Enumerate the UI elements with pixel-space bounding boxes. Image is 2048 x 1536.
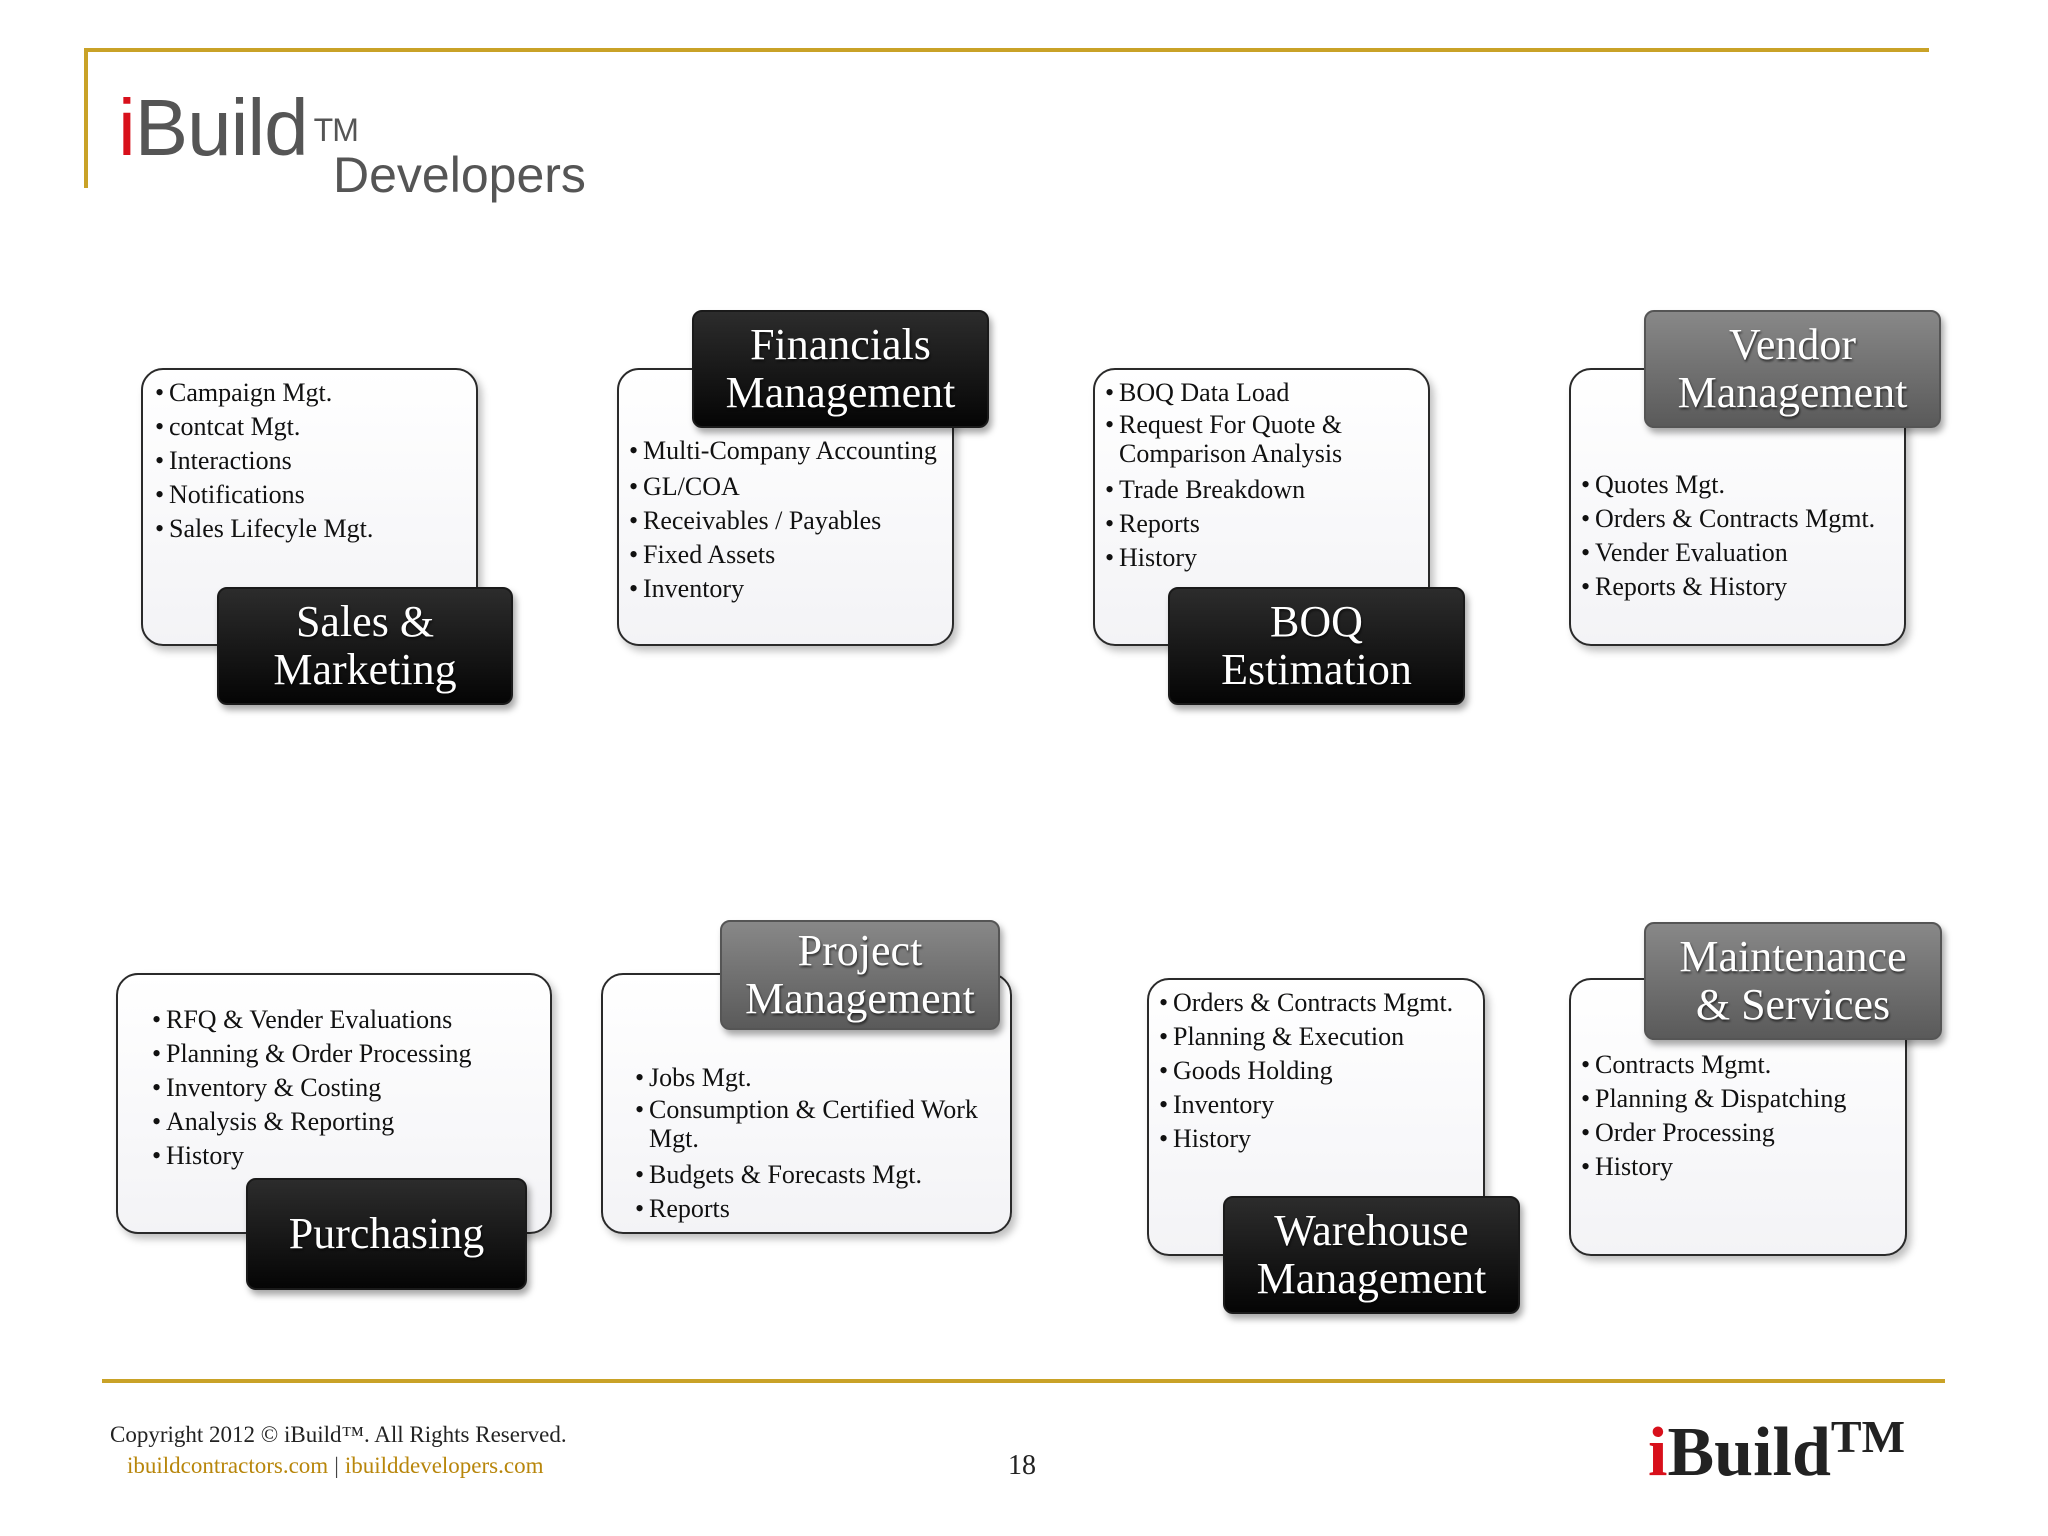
maintenance-title bbox=[1644, 922, 1942, 1040]
list-item: • GL/COA bbox=[629, 470, 944, 504]
sales-marketing-list bbox=[155, 376, 470, 546]
list-item: • Reports & History bbox=[1581, 570, 1901, 604]
list-item: • Orders & Contracts Mgmt. bbox=[1581, 502, 1901, 536]
footer-links bbox=[127, 1453, 543, 1479]
title-line: Warehouse bbox=[1274, 1206, 1469, 1255]
list-item: • Vender Evaluation bbox=[1581, 536, 1901, 570]
title-line: Project bbox=[797, 926, 923, 975]
list-item: • Budgets & Forecasts Mgt. bbox=[635, 1158, 1005, 1192]
purchasing-list bbox=[152, 1003, 542, 1173]
logo-trademark: TM bbox=[313, 112, 358, 148]
title-line: Maintenance bbox=[1679, 932, 1907, 981]
list-item: • Notifications bbox=[155, 478, 470, 512]
list-item: • Planning & Dispatching bbox=[1581, 1082, 1901, 1116]
link-separator: | bbox=[334, 1453, 339, 1478]
list-item: • Interactions bbox=[155, 444, 470, 478]
list-item: • Inventory bbox=[629, 572, 944, 606]
financials-title bbox=[692, 310, 989, 428]
list-item: • Consumption & Certified Work Mgt. bbox=[635, 1095, 1005, 1153]
list-item: • Analysis & Reporting bbox=[152, 1105, 542, 1139]
title-line: Management bbox=[725, 368, 956, 417]
boq-title bbox=[1168, 587, 1465, 705]
link-ibuilddevelopers[interactable]: ibuilddevelopers.com bbox=[344, 1453, 544, 1478]
list-item: • History bbox=[152, 1139, 542, 1173]
vendor-title bbox=[1644, 310, 1941, 428]
list-item: • Goods Holding bbox=[1159, 1054, 1479, 1088]
list-item: • contcat Mgt. bbox=[155, 410, 470, 444]
list-item: • Inventory & Costing bbox=[152, 1071, 542, 1105]
list-item: • Planning & Order Processing bbox=[152, 1037, 542, 1071]
title-line: & Services bbox=[1695, 980, 1891, 1029]
title-line: Estimation bbox=[1221, 645, 1412, 694]
logo-text: Build bbox=[134, 83, 308, 172]
boq-list bbox=[1105, 376, 1420, 575]
list-item: • Sales Lifecyle Mgt. bbox=[155, 512, 470, 546]
list-item: • Multi-Company Accounting bbox=[629, 436, 944, 465]
title-line: Sales & bbox=[295, 597, 435, 646]
title-line: Management bbox=[1256, 1254, 1487, 1303]
brand-trademark: TM bbox=[1830, 1411, 1906, 1462]
header-left-rule bbox=[84, 48, 88, 188]
list-item: • Reports bbox=[635, 1192, 1005, 1226]
purchasing-title bbox=[246, 1178, 527, 1290]
list-item: • BOQ Data Load bbox=[1105, 376, 1420, 410]
list-item: • Planning & Execution bbox=[1159, 1020, 1479, 1054]
title-line: Management bbox=[1677, 368, 1908, 417]
sales-marketing-title bbox=[217, 587, 513, 705]
warehouse-list bbox=[1159, 986, 1479, 1156]
copyright-text: Copyright 2012 © iBuild™. All Rights Reserved. bbox=[110, 1422, 567, 1447]
page-subtitle: Developers bbox=[333, 147, 586, 203]
list-item: • Orders & Contracts Mgmt. bbox=[1159, 986, 1479, 1020]
title-line: Marketing bbox=[273, 645, 457, 694]
list-item: • Receivables / Payables bbox=[629, 504, 944, 538]
list-item: • Quotes Mgt. bbox=[1581, 468, 1901, 502]
project-title bbox=[720, 920, 1000, 1030]
brand-i: i bbox=[1648, 1414, 1668, 1491]
financials-list bbox=[629, 436, 944, 606]
list-item: • History bbox=[1105, 541, 1420, 575]
list-item: • Jobs Mgt. bbox=[635, 1061, 1005, 1095]
list-item: • History bbox=[1581, 1150, 1901, 1184]
list-item: • Inventory bbox=[1159, 1088, 1479, 1122]
list-item: • Order Processing bbox=[1581, 1116, 1901, 1150]
footer-brand-logo bbox=[1648, 1411, 1906, 1491]
page-number: 18 bbox=[1008, 1450, 1036, 1481]
title-line: Financials bbox=[750, 320, 931, 369]
list-item: • Campaign Mgt. bbox=[155, 376, 470, 410]
title-line: Management bbox=[745, 974, 975, 1023]
list-item: • Contracts Mgmt. bbox=[1581, 1048, 1901, 1082]
list-item: • Reports bbox=[1105, 507, 1420, 541]
header-top-rule bbox=[84, 48, 1929, 52]
title-line: Vendor bbox=[1728, 320, 1857, 369]
list-item: • Request For Quote & Comparison Analysis bbox=[1105, 410, 1420, 468]
brand-text: Build bbox=[1667, 1414, 1831, 1491]
list-item: • History bbox=[1159, 1122, 1479, 1156]
title-line: Purchasing bbox=[288, 1209, 485, 1258]
link-ibuildcontractors[interactable]: ibuildcontractors.com bbox=[127, 1453, 329, 1478]
project-list bbox=[635, 1061, 1005, 1226]
list-item: • Fixed Assets bbox=[629, 538, 944, 572]
warehouse-title bbox=[1223, 1196, 1520, 1314]
title-line: BOQ bbox=[1270, 597, 1363, 646]
ibuild-logo bbox=[118, 83, 358, 172]
list-item: • RFQ & Vender Evaluations bbox=[152, 1003, 542, 1037]
logo-i: i bbox=[118, 83, 135, 172]
vendor-list bbox=[1581, 468, 1901, 604]
footer-rule bbox=[102, 1379, 1945, 1383]
maintenance-list bbox=[1581, 1048, 1901, 1184]
list-item: • Trade Breakdown bbox=[1105, 473, 1420, 507]
